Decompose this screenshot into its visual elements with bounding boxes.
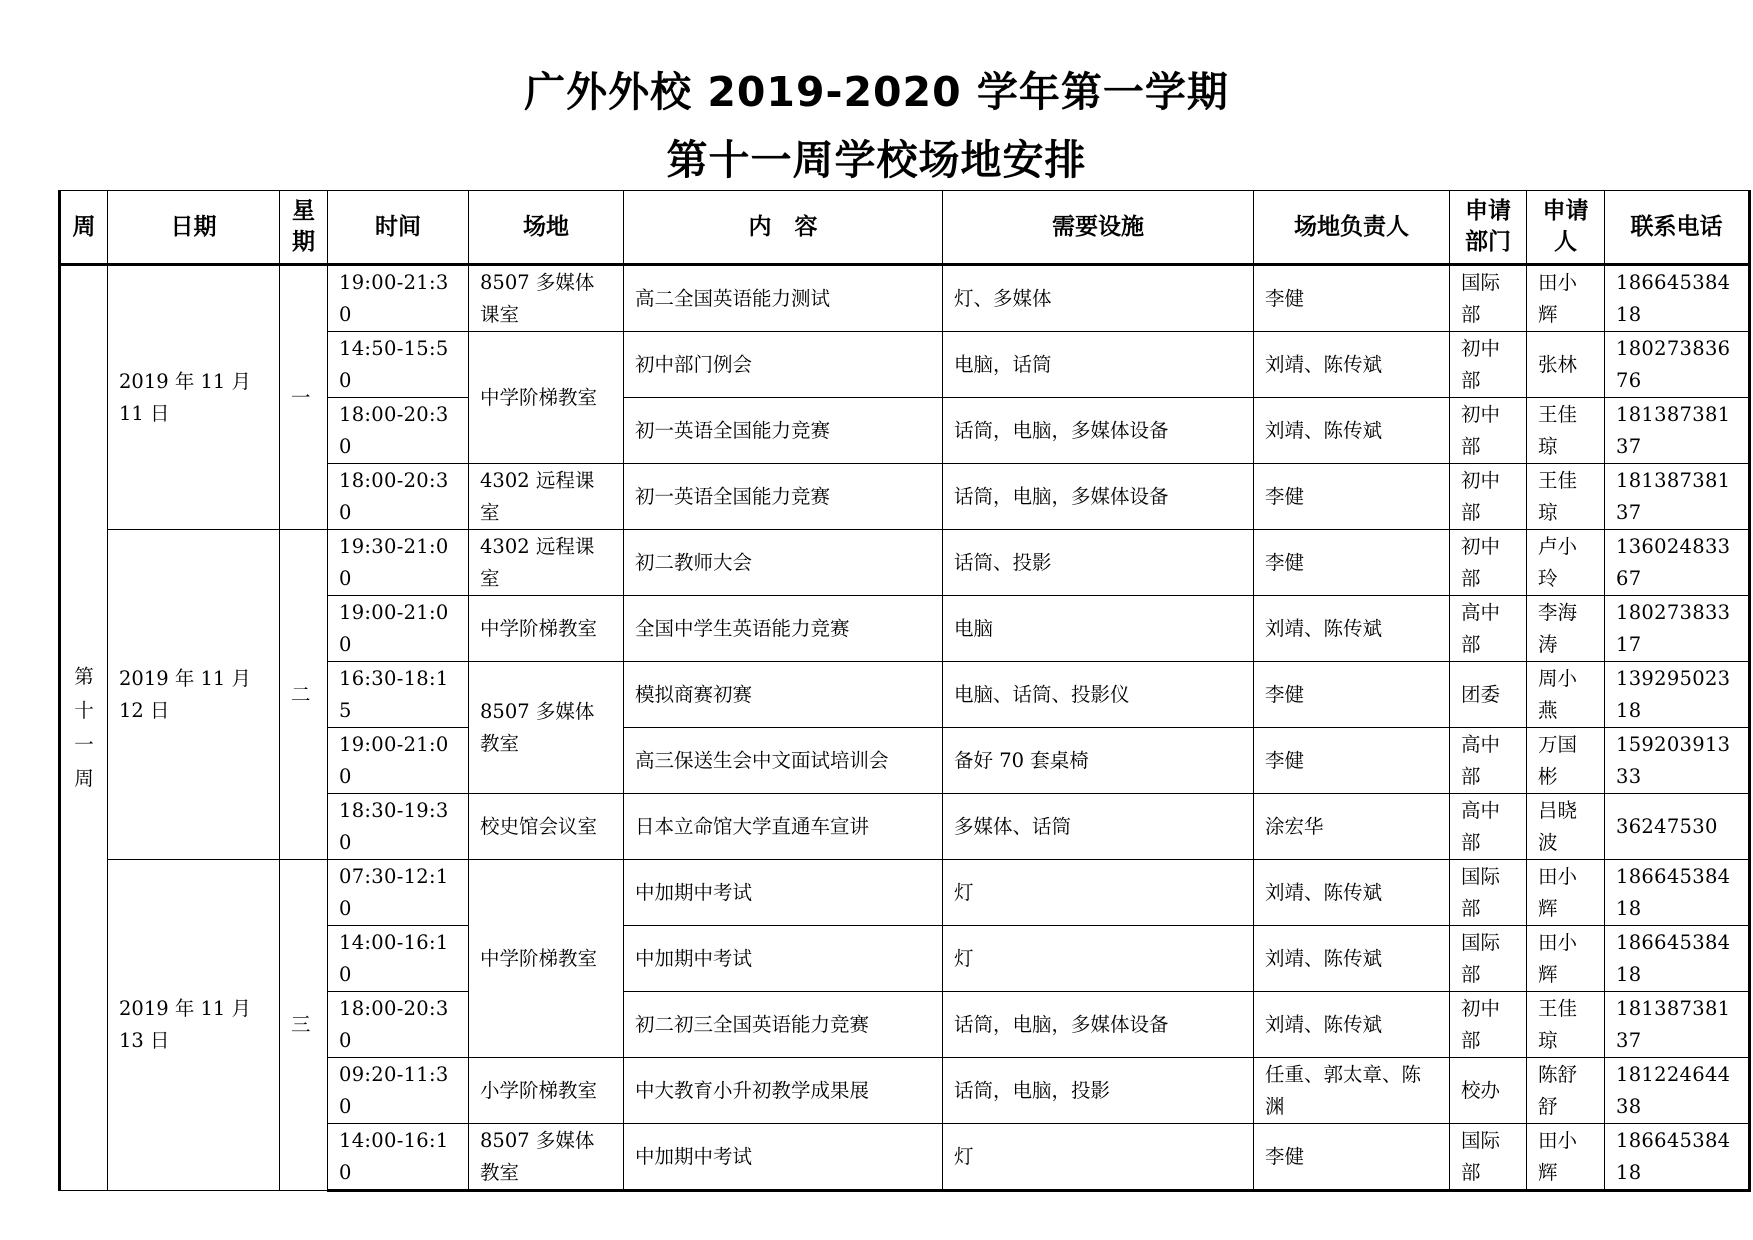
phone-cell: 18027383317 bbox=[1605, 596, 1750, 662]
facilities-cell: 话筒，电脑，多媒体设备 bbox=[943, 992, 1254, 1058]
manager-cell: 刘靖、陈传斌 bbox=[1254, 332, 1450, 398]
applicant-cell: 卢小玲 bbox=[1527, 530, 1605, 596]
header-week: 周 bbox=[60, 191, 108, 265]
manager-cell: 李健 bbox=[1254, 728, 1450, 794]
phone-cell: 18664538418 bbox=[1605, 860, 1750, 926]
facilities-cell: 灯、多媒体 bbox=[943, 265, 1254, 332]
content-cell: 初二教师大会 bbox=[624, 530, 943, 596]
venue-cell: 4302 远程课室 bbox=[469, 464, 624, 530]
manager-cell: 涂宏华 bbox=[1254, 794, 1450, 860]
dept-cell: 国际部 bbox=[1450, 860, 1527, 926]
time-cell: 19:00-21:00 bbox=[328, 596, 469, 662]
manager-cell: 刘靖、陈传斌 bbox=[1254, 992, 1450, 1058]
header-facilities: 需要设施 bbox=[943, 191, 1254, 265]
facilities-cell: 电脑 bbox=[943, 596, 1254, 662]
dept-cell: 初中部 bbox=[1450, 530, 1527, 596]
weekday-cell: 二 bbox=[280, 530, 328, 860]
content-cell: 中大教育小升初教学成果展 bbox=[624, 1058, 943, 1124]
dept-cell: 团委 bbox=[1450, 662, 1527, 728]
header-weekday: 星期 bbox=[280, 191, 328, 265]
date-cell: 2019 年 11 月 12 日 bbox=[108, 530, 280, 860]
content-cell: 初一英语全国能力竞赛 bbox=[624, 398, 943, 464]
facilities-cell: 话筒、投影 bbox=[943, 530, 1254, 596]
applicant-cell: 田小辉 bbox=[1527, 265, 1605, 332]
venue-cell: 小学阶梯教室 bbox=[469, 1058, 624, 1124]
phone-cell: 18122464438 bbox=[1605, 1058, 1750, 1124]
phone-cell: 18138738137 bbox=[1605, 398, 1750, 464]
content-cell: 高二全国英语能力测试 bbox=[624, 265, 943, 332]
phone-cell: 15920391333 bbox=[1605, 728, 1750, 794]
content-cell: 中加期中考试 bbox=[624, 1124, 943, 1191]
dept-cell: 校办 bbox=[1450, 1058, 1527, 1124]
weekday-cell: 三 bbox=[280, 860, 328, 1191]
time-cell: 19:00-21:30 bbox=[328, 265, 469, 332]
header-date: 日期 bbox=[108, 191, 280, 265]
applicant-cell: 周小燕 bbox=[1527, 662, 1605, 728]
phone-cell: 18664538418 bbox=[1605, 1124, 1750, 1191]
time-cell: 14:00-16:10 bbox=[328, 1124, 469, 1191]
date-cell: 2019 年 11 月 11 日 bbox=[108, 265, 280, 530]
dept-cell: 初中部 bbox=[1450, 992, 1527, 1058]
venue-cell: 8507 多媒体教室 bbox=[469, 1124, 624, 1191]
dept-cell: 初中部 bbox=[1450, 332, 1527, 398]
time-cell: 19:30-21:00 bbox=[328, 530, 469, 596]
phone-cell: 13602483367 bbox=[1605, 530, 1750, 596]
venue-cell: 中学阶梯教室 bbox=[469, 596, 624, 662]
applicant-cell: 张林 bbox=[1527, 332, 1605, 398]
facilities-cell: 备好 70 套桌椅 bbox=[943, 728, 1254, 794]
dept-cell: 国际部 bbox=[1450, 926, 1527, 992]
manager-cell: 刘靖、陈传斌 bbox=[1254, 926, 1450, 992]
phone-cell: 13929502318 bbox=[1605, 662, 1750, 728]
content-cell: 模拟商赛初赛 bbox=[624, 662, 943, 728]
facilities-cell: 电脑、话筒、投影仪 bbox=[943, 662, 1254, 728]
manager-cell: 李健 bbox=[1254, 662, 1450, 728]
time-cell: 18:00-20:30 bbox=[328, 992, 469, 1058]
facilities-cell: 灯 bbox=[943, 1124, 1254, 1191]
header-venue: 场地 bbox=[469, 191, 624, 265]
table-row bbox=[60, 530, 1750, 596]
header-content: 内 容 bbox=[624, 191, 943, 265]
phone-cell: 18664538418 bbox=[1605, 926, 1750, 992]
dept-cell: 国际部 bbox=[1450, 265, 1527, 332]
manager-cell: 刘靖、陈传斌 bbox=[1254, 398, 1450, 464]
facilities-cell: 话筒，电脑，多媒体设备 bbox=[943, 398, 1254, 464]
time-cell: 18:30-19:30 bbox=[328, 794, 469, 860]
date-cell: 2019 年 11 月 13 日 bbox=[108, 860, 280, 1191]
applicant-cell: 陈舒舒 bbox=[1527, 1058, 1605, 1124]
facilities-cell: 电脑，话筒 bbox=[943, 332, 1254, 398]
dept-cell: 高中部 bbox=[1450, 596, 1527, 662]
header-dept: 申请部门 bbox=[1450, 191, 1527, 265]
content-cell: 中加期中考试 bbox=[624, 860, 943, 926]
content-cell: 全国中学生英语能力竞赛 bbox=[624, 596, 943, 662]
manager-cell: 李健 bbox=[1254, 265, 1450, 332]
facilities-cell: 灯 bbox=[943, 926, 1254, 992]
header-manager: 场地负责人 bbox=[1254, 191, 1450, 265]
venue-cell: 中学阶梯教室 bbox=[469, 860, 624, 1058]
applicant-cell: 田小辉 bbox=[1527, 1124, 1605, 1191]
time-cell: 19:00-21:00 bbox=[328, 728, 469, 794]
time-cell: 14:50-15:50 bbox=[328, 332, 469, 398]
phone-cell: 18138738137 bbox=[1605, 464, 1750, 530]
content-cell: 初二初三全国英语能力竞赛 bbox=[624, 992, 943, 1058]
header-applicant: 申请人 bbox=[1527, 191, 1605, 265]
venue-cell: 中学阶梯教室 bbox=[469, 332, 624, 464]
applicant-cell: 田小辉 bbox=[1527, 926, 1605, 992]
dept-cell: 高中部 bbox=[1450, 728, 1527, 794]
time-cell: 18:00-20:30 bbox=[328, 464, 469, 530]
facilities-cell: 灯 bbox=[943, 860, 1254, 926]
content-cell: 中加期中考试 bbox=[624, 926, 943, 992]
content-cell: 高三保送生会中文面试培训会 bbox=[624, 728, 943, 794]
dept-cell: 初中部 bbox=[1450, 464, 1527, 530]
applicant-cell: 王佳琼 bbox=[1527, 464, 1605, 530]
dept-cell: 国际部 bbox=[1450, 1124, 1527, 1191]
applicant-cell: 吕晓波 bbox=[1527, 794, 1605, 860]
phone-cell: 18664538418 bbox=[1605, 265, 1750, 332]
venue-cell: 8507 多媒体教室 bbox=[469, 662, 624, 794]
phone-cell: 18138738137 bbox=[1605, 992, 1750, 1058]
table-header-row bbox=[60, 191, 1750, 265]
content-cell: 初一英语全国能力竞赛 bbox=[624, 464, 943, 530]
dept-cell: 高中部 bbox=[1450, 794, 1527, 860]
facilities-cell: 话筒，电脑，投影 bbox=[943, 1058, 1254, 1124]
applicant-cell: 田小辉 bbox=[1527, 860, 1605, 926]
document-subtitle: 第十一周学校场地安排 bbox=[666, 136, 1087, 184]
applicant-cell: 李海涛 bbox=[1527, 596, 1605, 662]
time-cell: 16:30-18:15 bbox=[328, 662, 469, 728]
applicant-cell: 王佳琼 bbox=[1527, 398, 1605, 464]
content-cell: 初中部门例会 bbox=[624, 332, 943, 398]
phone-cell: 36247530 bbox=[1605, 794, 1750, 860]
time-cell: 18:00-20:30 bbox=[328, 398, 469, 464]
manager-cell: 任重、郭太章、陈渊 bbox=[1254, 1058, 1450, 1124]
manager-cell: 李健 bbox=[1254, 1124, 1450, 1191]
content-cell: 日本立命馆大学直通车宣讲 bbox=[624, 794, 943, 860]
venue-cell: 4302 远程课室 bbox=[469, 530, 624, 596]
manager-cell: 刘靖、陈传斌 bbox=[1254, 596, 1450, 662]
header-phone: 联系电话 bbox=[1605, 191, 1750, 265]
table-row bbox=[60, 860, 1750, 926]
manager-cell: 刘靖、陈传斌 bbox=[1254, 860, 1450, 926]
document-title: 广外外校 2019-2020 学年第一学期 bbox=[524, 68, 1229, 116]
time-cell: 09:20-11:30 bbox=[328, 1058, 469, 1124]
venue-cell: 校史馆会议室 bbox=[469, 794, 624, 860]
weekday-cell: 一 bbox=[280, 265, 328, 530]
facilities-cell: 多媒体、话筒 bbox=[943, 794, 1254, 860]
header-time: 时间 bbox=[328, 191, 469, 265]
dept-cell: 初中部 bbox=[1450, 398, 1527, 464]
table-row bbox=[60, 265, 1750, 332]
manager-cell: 李健 bbox=[1254, 530, 1450, 596]
time-cell: 07:30-12:10 bbox=[328, 860, 469, 926]
facilities-cell: 话筒，电脑，多媒体设备 bbox=[943, 464, 1254, 530]
manager-cell: 李健 bbox=[1254, 464, 1450, 530]
phone-cell: 18027383676 bbox=[1605, 332, 1750, 398]
applicant-cell: 万国彬 bbox=[1527, 728, 1605, 794]
venue-schedule-table bbox=[58, 190, 1751, 1192]
time-cell: 14:00-16:10 bbox=[328, 926, 469, 992]
venue-cell: 8507 多媒体课室 bbox=[469, 265, 624, 332]
applicant-cell: 王佳琼 bbox=[1527, 992, 1605, 1058]
week-cell: 第十一周 bbox=[60, 265, 108, 1191]
